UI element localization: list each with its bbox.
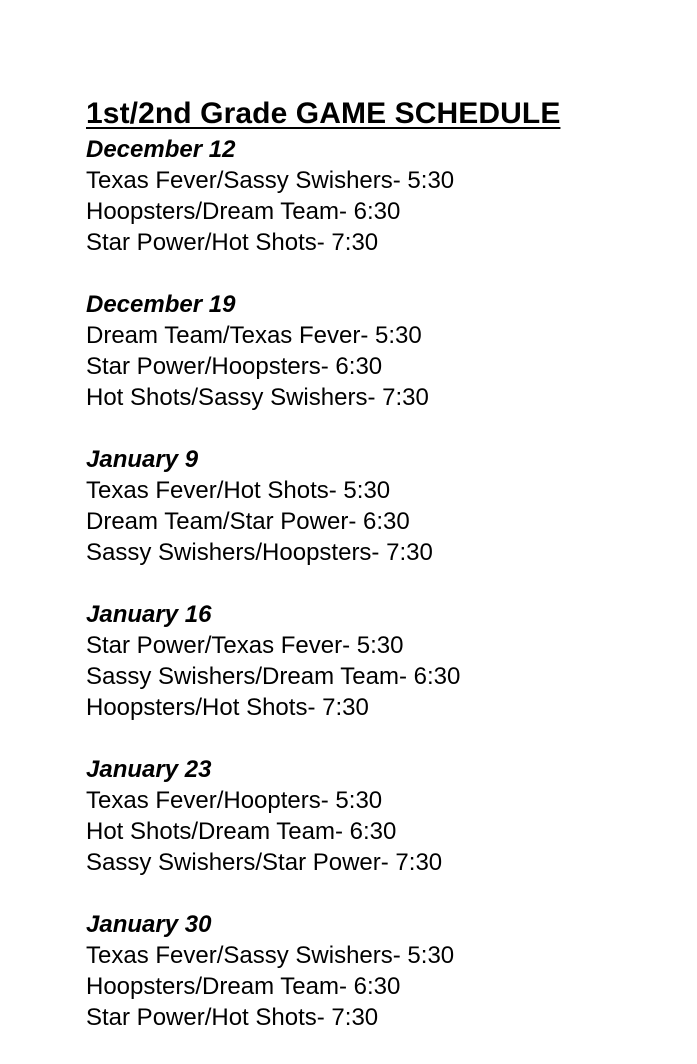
week-date: December 12	[86, 136, 236, 163]
game-line: Sassy Swishers/Star Power- 7:30	[86, 849, 443, 876]
game-line: Texas Fever/Hot Shots- 5:30	[86, 477, 391, 504]
week-block-december-19	[86, 289, 676, 413]
schedule-document	[86, 96, 676, 1064]
week-date: January 9	[86, 446, 199, 473]
game-line: Hoopsters/Hot Shots- 7:30	[86, 694, 369, 721]
game-line: Sassy Swishers/Hoopsters- 7:30	[86, 539, 433, 566]
week-block-january-9	[86, 444, 676, 568]
week-date: January 23	[86, 756, 212, 783]
page-title: 1st/2nd Grade GAME SCHEDULE	[86, 97, 561, 130]
game-line: Dream Team/Star Power- 6:30	[86, 508, 410, 535]
game-line: Hoopsters/Dream Team- 6:30	[86, 973, 401, 1000]
week-date: January 16	[86, 601, 212, 628]
game-line: Dream Team/Texas Fever- 5:30	[86, 322, 422, 349]
game-line: Texas Fever/Sassy Swishers- 5:30	[86, 942, 455, 969]
week-block-december-12	[86, 134, 676, 258]
game-line: Texas Fever/Hoopters- 5:30	[86, 787, 383, 814]
week-block-january-16	[86, 599, 676, 723]
game-line: Texas Fever/Sassy Swishers- 5:30	[86, 167, 455, 194]
game-line: Hot Shots/Sassy Swishers- 7:30	[86, 384, 429, 411]
game-line: Star Power/Texas Fever- 5:30	[86, 632, 404, 659]
week-date: January 30	[86, 911, 212, 938]
game-line: Hoopsters/Dream Team- 6:30	[86, 198, 401, 225]
week-block-january-30	[86, 909, 676, 1033]
game-line: Sassy Swishers/Dream Team- 6:30	[86, 663, 461, 690]
game-line: Hot Shots/Dream Team- 6:30	[86, 818, 397, 845]
game-line: Star Power/Hot Shots- 7:30	[86, 229, 379, 256]
game-line: Star Power/Hot Shots- 7:30	[86, 1004, 379, 1031]
game-line: Star Power/Hoopsters- 6:30	[86, 353, 383, 380]
week-date: December 19	[86, 291, 236, 318]
week-block-january-23	[86, 754, 676, 878]
